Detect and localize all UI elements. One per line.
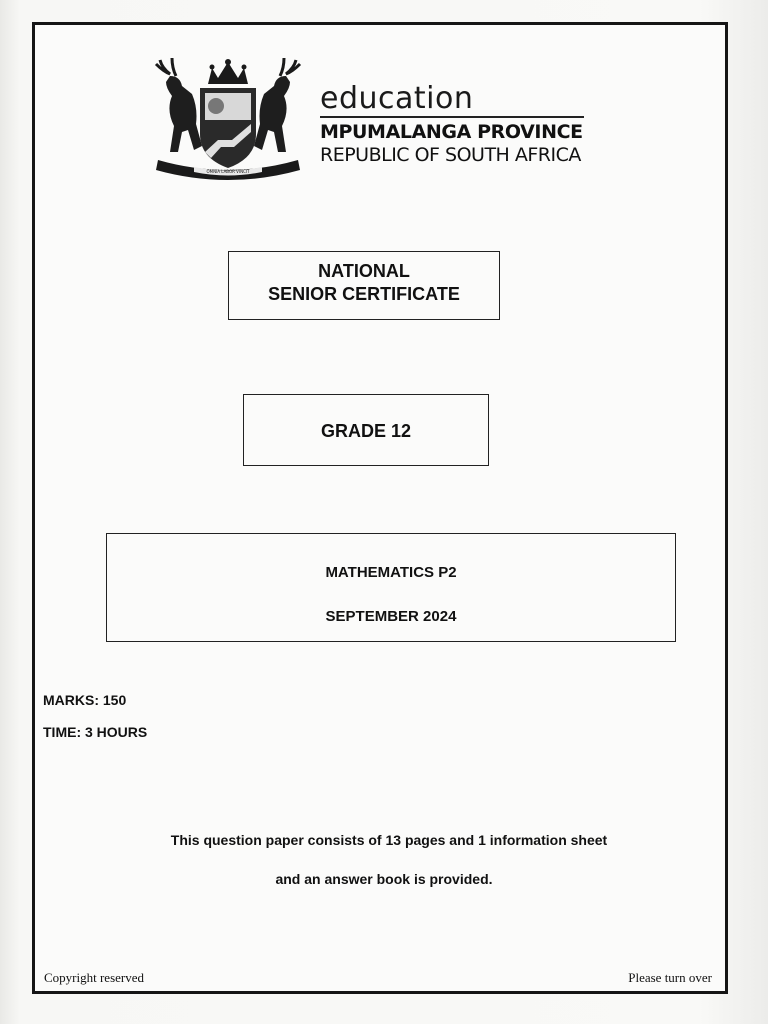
organisation-heading [320, 82, 583, 166]
certificate-line-2: SENIOR CERTIFICATE [268, 284, 460, 304]
subject-name: MATHEMATICS P2 [325, 564, 457, 581]
grade-label: GRADE 12 [320, 421, 412, 441]
time-info: TIME: 3 HOURS [43, 724, 148, 740]
paper-info-line-2: and an answer book is provided. [275, 871, 493, 887]
grade-box [243, 394, 489, 466]
marks-info: MARKS: 150 [43, 692, 127, 708]
motto-text: OMNIA LABOR VINCIT [206, 169, 250, 174]
province-name: MPUMALANGA PROVINCE [320, 121, 583, 143]
paper-info-line-1: This question paper consists of 13 pages and 1 information sheet [170, 832, 608, 848]
exam-date: SEPTEMBER 2024 [325, 608, 457, 625]
certificate-box [228, 251, 500, 320]
coat-of-arms-icon [142, 54, 314, 184]
org-name: education [320, 81, 474, 116]
page-border [32, 22, 728, 994]
turn-over-notice: Please turn over [628, 970, 712, 985]
subject-box [106, 533, 676, 642]
heading-rule [320, 116, 584, 118]
copyright-notice: Copyright reserved [44, 970, 145, 985]
certificate-line-1: NATIONAL [318, 261, 410, 281]
country-name: REPUBLIC OF SOUTH AFRICA [320, 144, 581, 166]
